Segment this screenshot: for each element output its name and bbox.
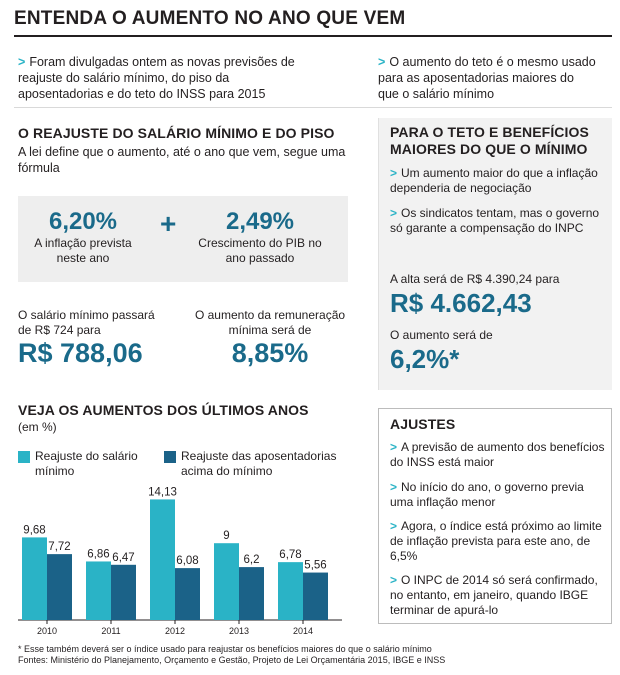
bar-minimo-2010 (22, 537, 47, 620)
data-label: 7,72 (48, 541, 71, 554)
x-tick-label: 2013 (228, 626, 250, 636)
data-label: 9,68 (23, 524, 46, 537)
bar-minimo-2012 (150, 499, 175, 620)
data-label: 6,47 (112, 551, 135, 564)
caret-icon: > (390, 573, 398, 587)
intro-left-text: Foram divulgadas ontem as novas previsões de reajuste do salário mínimo, do piso da aposentadorias e do teto do INSS para 2015 (18, 55, 295, 101)
caret-icon: > (378, 55, 386, 69)
bar-aposentadorias-2012 (175, 568, 200, 620)
divider (14, 107, 612, 108)
bar-aposentadorias-2011 (111, 565, 136, 620)
inflation-label: A inflação prevista neste ano (34, 236, 132, 265)
data-label: 6,2 (243, 554, 260, 567)
ajustes-item-text: A previsão de aumento dos benefícios do INSS está maior (390, 440, 605, 469)
ceiling-value: R$ 4.662,43 (390, 288, 532, 318)
bar-minimo-2013 (214, 543, 239, 620)
teto-item-text: Um aumento maior do que a inflação dependeria de negociação (390, 166, 598, 195)
ajustes-item (390, 440, 608, 470)
ajustes-item (390, 573, 608, 618)
caret-icon: > (390, 519, 398, 533)
bar-aposentadorias-2014 (303, 573, 328, 620)
raise-label: O aumento da remuneração mínima será de (194, 308, 346, 337)
teto-item (390, 206, 608, 236)
data-label: 14,13 (148, 486, 177, 499)
intro-right (378, 54, 598, 102)
x-tick-label: 2010 (36, 626, 58, 636)
ajustes-title: AJUSTES (390, 416, 456, 432)
ajustes-item-text: O INPC de 2014 só será confirmado, no entanto, em janeiro, quando IBGE terminar de apurá-lo (390, 573, 598, 617)
footnote-line: * Esse também deverá ser o índice usado para reajustar os benefícios maiores do que o salário mínimo (18, 644, 432, 654)
ceiling-label: A alta será de R$ 4.390,24 para (390, 272, 560, 286)
bar-aposentadorias-2013 (239, 567, 264, 620)
data-label: 5,56 (304, 559, 327, 572)
legend-label-aposentadorias: Reajuste das aposentadorias acima do mínimo (181, 449, 337, 478)
gdp-label: Crescimento do PIB no ano passado (198, 236, 322, 265)
x-tick-label: 2012 (164, 626, 186, 636)
raise-value: 8,85% (231, 338, 309, 368)
intro-left (18, 54, 318, 102)
data-label: 6,86 (87, 548, 110, 561)
ajustes-item-text: Agora, o índice está próximo ao limite de inflação prevista para este ano, de 6,5% (390, 519, 602, 563)
data-label: 9 (223, 530, 230, 543)
data-label: 6,08 (176, 555, 199, 568)
caret-icon: > (18, 55, 26, 69)
sources-line: Fontes: Ministério do Planejamento, Orçamento e Gestão, Projeto de Lei Orçamentária 2015, IBGE e INSS (18, 655, 446, 665)
bar-chart (18, 480, 358, 640)
ajustes-item (390, 519, 608, 564)
data-label: 6,78 (279, 549, 302, 562)
teto-item-text: Os sindicatos tentam, mas o governo só garante a compensação do INPC (390, 206, 600, 235)
min-wage-label: O salário mínimo passará de R$ 724 para (18, 308, 155, 337)
chart-title: VEJA OS AUMENTOS DOS ÚLTIMOS ANOS (18, 402, 309, 418)
caret-icon: > (390, 166, 398, 180)
title-rule (14, 35, 612, 37)
caret-icon: > (390, 440, 398, 454)
inflation-value: 6,20% (48, 208, 118, 235)
teto-item (390, 166, 608, 196)
teto-raise-label: O aumento será de (390, 328, 493, 342)
legend-swatch-minimo (18, 451, 30, 463)
plus-icon: + (160, 208, 177, 239)
x-tick-label: 2014 (292, 626, 314, 636)
footnote (18, 644, 608, 666)
page-title: ENTENDA O AUMENTO NO ANO QUE VEM (14, 8, 406, 29)
ajustes-item (390, 480, 608, 510)
bar-minimo-2014 (278, 562, 303, 620)
x-tick-label: 2011 (101, 626, 121, 636)
min-wage-value: R$ 788,06 (18, 338, 143, 368)
teto-raise-value: 6,2%* (390, 344, 460, 374)
bar-minimo-2011 (86, 561, 111, 620)
legend-label-minimo: Reajuste do salário mínimo (35, 449, 138, 478)
caret-icon: > (390, 480, 398, 494)
caret-icon: > (390, 206, 398, 220)
ajustes-item-text: No início do ano, o governo previa uma inflação menor (390, 480, 584, 509)
section-minimo-title: O REAJUSTE DO SALÁRIO MÍNIMO E DO PISO (18, 125, 335, 141)
gdp-value: 2,49% (225, 208, 295, 235)
intro-right-text: O aumento do teto é o mesmo usado para as aposentadorias maiores do que o salário mínimo (378, 55, 596, 101)
chart-unit: (em %) (18, 420, 57, 434)
section-teto-title: PARA O TETO E BENEFÍCIOS MAIORES DO QUE O MÍNIMO (390, 124, 589, 157)
legend-swatch-aposentadorias (164, 451, 176, 463)
section-minimo-description: A lei define que o aumento, até o ano que vem, segue uma fórmula (18, 145, 346, 175)
bar-aposentadorias-2010 (47, 554, 72, 620)
